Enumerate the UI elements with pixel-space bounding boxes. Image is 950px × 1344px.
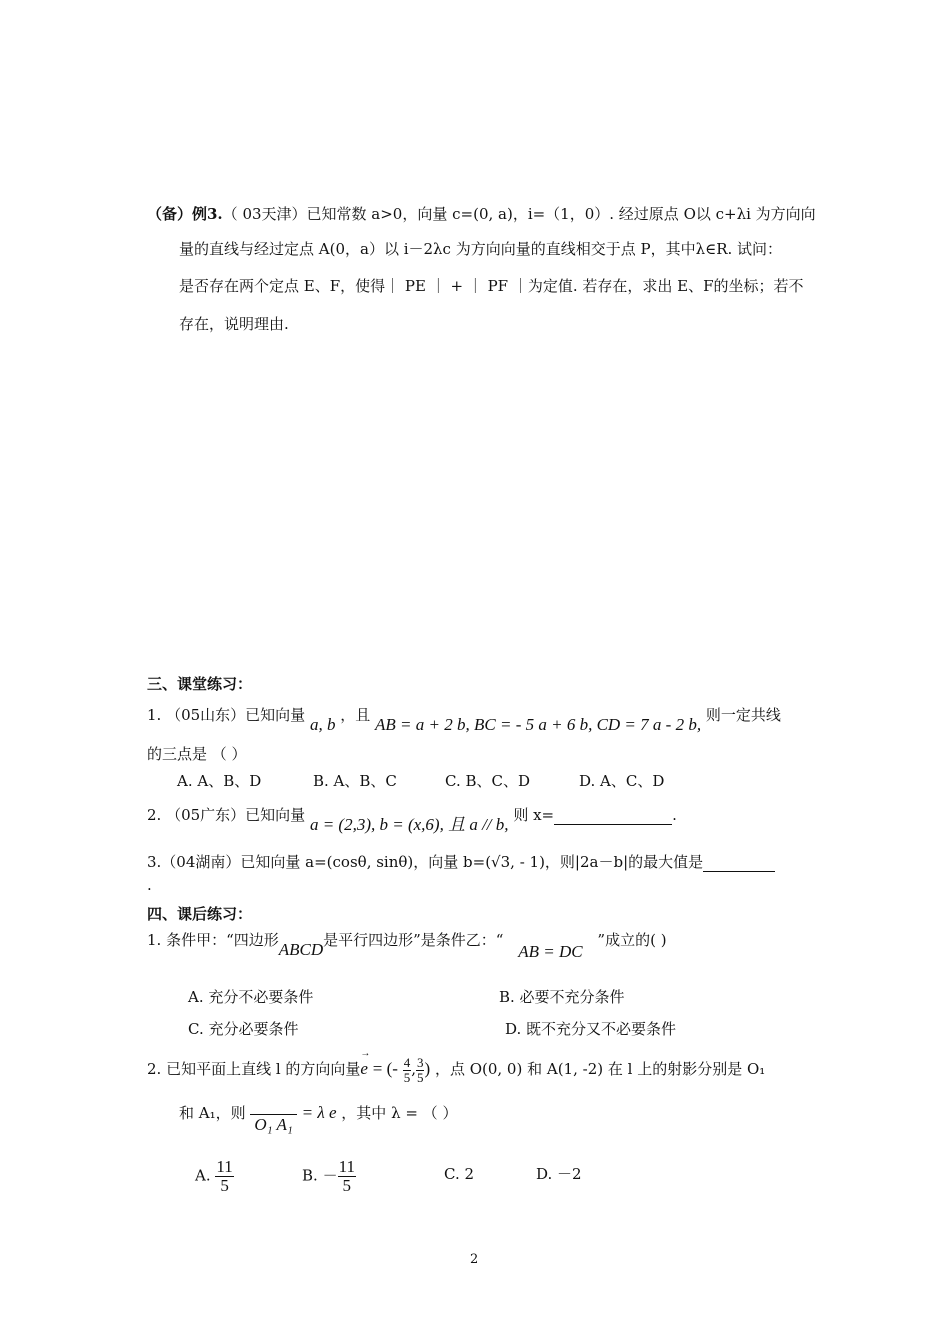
s3-q1-and: ，且 [340,706,371,724]
s4-q1-mid: 是平行四边形”是条件乙：“ [323,931,504,949]
s4-q1-option-d: D. 既不充分又不必要条件 [505,1020,677,1038]
example3-line3: 是否存在两个定点 E、F，使得｜ PE ｜ + ｜ PF ｜为定值. 若存在，求出 E、F的坐标；若不 [179,277,804,295]
s3-q2-prefix: 2. （05广东）已知向量 [147,806,306,824]
s4-q2-frac-2-num: 3 [416,1055,424,1070]
s3-q1-ab: a, b [309,715,336,734]
s4-q2-option-b-num: 11 [338,1157,355,1176]
s3-q2-equation: a = (2,3), b = (x,6), 且 a // b, [309,815,509,834]
s4-q1-option-a: A. 充分不必要条件 [188,988,314,1006]
s4-q2-suffix: ，点 O(0, 0) 和 A(1, -2) 在 l 上的射影分别是 O₁ [434,1060,766,1079]
page-number: 2 [470,1252,479,1267]
s3-q3 [147,853,775,872]
s4-q2-option-b-den: 5 [342,1175,352,1195]
section4-heading: 四、课后练习： [147,905,253,923]
s4-q2-option-b-label: B. [302,1166,318,1185]
s3-q1-prefix: 1. （05山东）已知向量 [147,706,306,724]
s4-q1-option-c: C. 充分必要条件 [188,1020,299,1038]
s3-q1-line2: 的三点是 （ ） [147,745,247,763]
s3-q2-suffix: 则 x= [513,806,555,824]
s4-q2-option-a-label: A. [195,1166,211,1185]
s4-q2-prefix: 2. 已知平面上直线 l 的方向向量 [147,1060,361,1079]
example3-label: （备）例3. [147,205,223,223]
example3-line4: 存在，说明理由. [179,315,289,333]
s4-q1-suffix: ”成立的( ) [597,931,667,949]
s4-q2-close: ) [424,1059,431,1079]
s3-q1-option-d: D. A、C、D [579,772,665,790]
s4-q2-option-a-num: 11 [216,1157,233,1176]
s4-q2-option-a-den: 5 [220,1175,229,1195]
s3-q1-line1 [147,705,781,734]
s3-q2-end: . [672,806,677,824]
s3-q1-equation: AB = a + 2 b, BC = - 5 a + 6 b, CD = 7 a - 2 b, [375,715,702,734]
s4-q2-option-a-frac [215,1158,233,1195]
s4-q2-vector-o1a1: O₁ A₁ [250,1114,296,1134]
s3-q2-answer-blank [554,806,672,825]
s3-q3-answer-blank [703,853,775,872]
s4-q2-option-c: C. 2 [444,1165,475,1183]
s4-q2-frac-1-num: 4 [403,1055,411,1070]
s3-q3-text: 3.（04湖南）已知向量 a=(cosθ, sinθ)，向量 b=(√3, - 1)，则|2a－b|的最大值是 [147,853,704,871]
s4-q2-frac-1 [403,1056,412,1084]
example3-line2: 量的直线与经过定点 A(0，a）以 i－2λc 为方向向量的直线相交于点 P，其中λ∈R. 试问： [179,240,783,258]
s4-q2-line2 [179,1103,458,1134]
s4-q2-option-b-frac [338,1158,356,1195]
s4-q2-option-b [302,1158,356,1195]
s4-q1-option-b: B. 必要不充分条件 [499,988,625,1006]
s4-q1-abcd: ABCD [278,940,324,959]
s4-q2-option-a [195,1158,234,1195]
s4-q2-frac-2-den: 5 [416,1069,424,1085]
s4-q2-line2-suffix: ，其中 λ = （ ） [341,1104,458,1122]
s4-q1-prefix: 1. 条件甲：“四边形 [147,931,279,949]
s4-q2-option-d: D. －2 [536,1165,582,1183]
s3-q1-option-b: B. A、B、C [313,772,397,790]
s3-q2 [147,805,677,834]
s4-q2-option-b-sign: － [322,1166,338,1185]
s3-q1-option-c: C. B、C、D [445,772,531,790]
s4-q2-frac-1-den: 5 [403,1069,411,1085]
example3-line1 [147,205,816,223]
section3-heading: 三、课堂练习： [147,675,253,693]
s4-q2-line2-eq: = λ e [301,1103,337,1122]
s4-q1-equation: AB = DC [518,942,583,961]
s4-q2-e: → e [360,1059,368,1079]
example3-text-1: （ 03天津）已知常数 a>0，向量 c=(0, a)，i=（1，0）. 经过原点 O以 c+λi 为方向向 [222,205,816,223]
s4-q2-eq: = (- [372,1059,398,1079]
s3-q1-option-a: A. A、B、D [177,772,262,790]
s3-q1-suffix: 则一定共线 [705,706,781,724]
s4-q1 [147,930,667,961]
s4-q2-line1: 2. 已知平面上直线 l 的方向向量→ e = (- $\frac{4}{5}$ , $\frac{3}{5}$ ) ，点 O(0, 0) 和 A(1, -2) 在 l 上的射影分别是 O₁ [147,1056,765,1084]
s4-q2-line2-prefix: 和 A₁，则 [179,1104,246,1122]
s3-q3-end: . [147,876,152,894]
